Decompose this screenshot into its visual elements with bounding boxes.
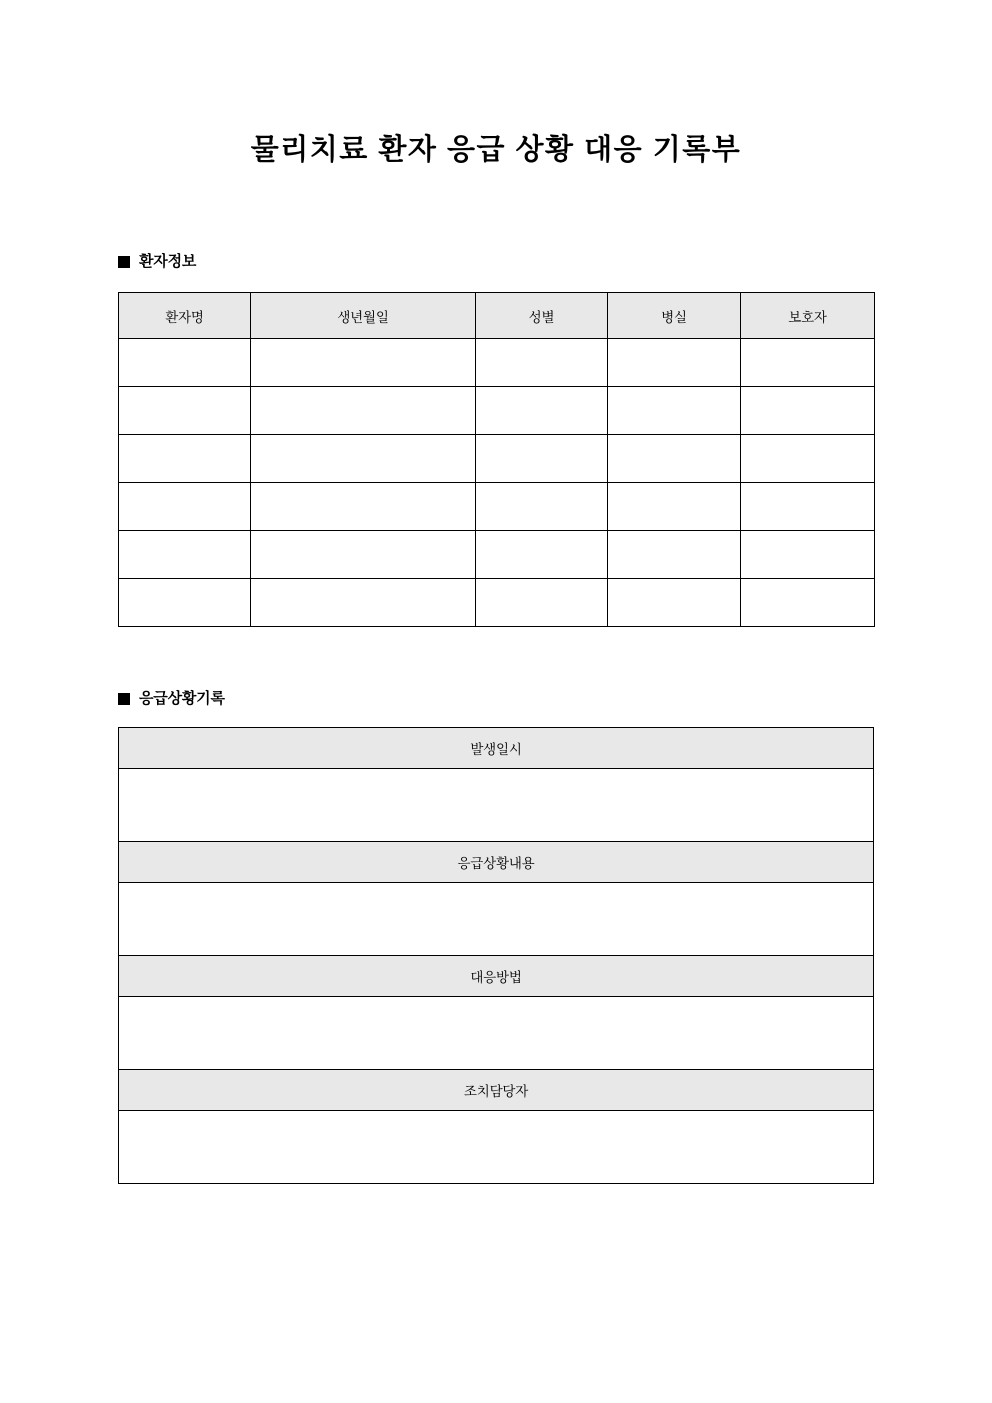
cell-ward-room[interactable] <box>608 579 741 627</box>
page-title: 물리치료 환자 응급 상황 대응 기록부 <box>250 134 742 166</box>
table-row <box>119 483 875 531</box>
section-heading-label: 환자정보 <box>139 253 197 270</box>
cell-guardian[interactable] <box>741 531 875 579</box>
cell-gender[interactable] <box>476 339 608 387</box>
section-heading-label: 응급상황기록 <box>139 690 225 707</box>
cell-guardian[interactable] <box>741 435 875 483</box>
cell-gender[interactable] <box>476 579 608 627</box>
square-bullet-icon <box>118 693 130 705</box>
field-entry-row <box>119 883 874 956</box>
cell-patient-name[interactable] <box>119 435 251 483</box>
table-header-row <box>119 293 875 339</box>
cell-ward-room[interactable] <box>608 531 741 579</box>
column-header-birth-date: 생년월일 <box>251 293 476 339</box>
cell-patient-name[interactable] <box>119 579 251 627</box>
field-label-occurrence-datetime: 발생일시 <box>119 728 874 769</box>
section-heading-emergency-record <box>118 691 225 706</box>
cell-guardian[interactable] <box>741 387 875 435</box>
field-entry-row <box>119 1111 874 1184</box>
cell-guardian[interactable] <box>741 339 875 387</box>
cell-ward-room[interactable] <box>608 435 741 483</box>
cell-gender[interactable] <box>476 387 608 435</box>
field-label-row <box>119 728 874 769</box>
column-header-patient-name: 환자명 <box>119 293 251 339</box>
field-entry-occurrence-datetime[interactable] <box>119 769 874 842</box>
cell-birth-date[interactable] <box>251 579 476 627</box>
table-row <box>119 387 875 435</box>
table-row <box>119 579 875 627</box>
table-row <box>119 435 875 483</box>
cell-guardian[interactable] <box>741 579 875 627</box>
cell-patient-name[interactable] <box>119 387 251 435</box>
cell-patient-name[interactable] <box>119 483 251 531</box>
cell-gender[interactable] <box>476 531 608 579</box>
cell-ward-room[interactable] <box>608 387 741 435</box>
column-header-guardian: 보호자 <box>741 293 875 339</box>
column-header-gender: 성별 <box>476 293 608 339</box>
field-label-row <box>119 1070 874 1111</box>
field-entry-emergency-details[interactable] <box>119 883 874 956</box>
field-label-person-in-charge: 조치담당자 <box>119 1070 874 1111</box>
field-entry-person-in-charge[interactable] <box>119 1111 874 1184</box>
cell-ward-room[interactable] <box>608 483 741 531</box>
cell-guardian[interactable] <box>741 483 875 531</box>
cell-birth-date[interactable] <box>251 435 476 483</box>
field-entry-response-method[interactable] <box>119 997 874 1070</box>
column-header-ward-room: 병실 <box>608 293 741 339</box>
field-entry-row <box>119 769 874 842</box>
field-label-row <box>119 956 874 997</box>
cell-birth-date[interactable] <box>251 483 476 531</box>
cell-birth-date[interactable] <box>251 387 476 435</box>
emergency-record-table <box>118 727 874 1184</box>
section-heading-patient-info <box>118 254 196 269</box>
patient-info-table <box>118 292 875 627</box>
cell-patient-name[interactable] <box>119 531 251 579</box>
field-label-row <box>119 842 874 883</box>
square-bullet-icon <box>118 256 130 268</box>
field-entry-row <box>119 997 874 1070</box>
field-label-response-method: 대응방법 <box>119 956 874 997</box>
cell-birth-date[interactable] <box>251 339 476 387</box>
field-label-emergency-details: 응급상황내용 <box>119 842 874 883</box>
cell-gender[interactable] <box>476 435 608 483</box>
table-row <box>119 531 875 579</box>
cell-gender[interactable] <box>476 483 608 531</box>
table-row <box>119 339 875 387</box>
cell-patient-name[interactable] <box>119 339 251 387</box>
cell-birth-date[interactable] <box>251 531 476 579</box>
cell-ward-room[interactable] <box>608 339 741 387</box>
